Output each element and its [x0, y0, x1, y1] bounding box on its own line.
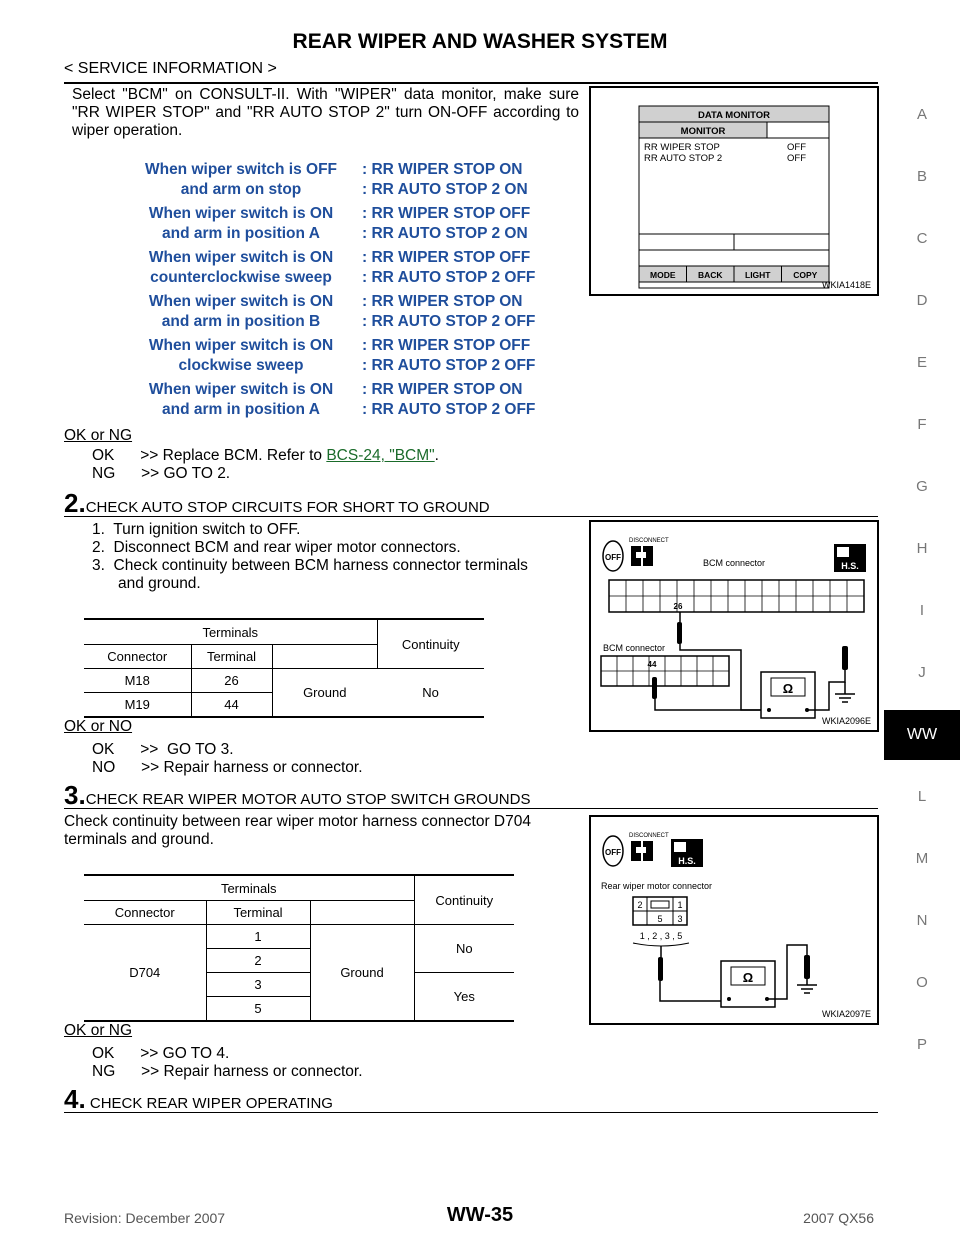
fig2-off-text: OFF	[605, 553, 621, 562]
step2-connector-2: M19	[84, 693, 191, 718]
step3-result-ng: NG >> Repair harness or connector.	[92, 1063, 363, 1080]
fig3-pin-5: 5	[657, 914, 663, 924]
condition-5-cond1: When wiper switch is ON	[148, 337, 334, 354]
step2-h-blank	[272, 645, 377, 669]
step3-heading	[64, 780, 530, 811]
step2-item-2: 2. Disconnect BCM and rear wiper motor connectors.	[92, 539, 461, 556]
step2-connector-1: M18	[84, 669, 191, 693]
step3-h-terminal: Terminal	[206, 901, 310, 925]
bcm-connector-figure	[589, 520, 879, 732]
step3-terminal-1: 1	[206, 925, 310, 949]
fig1-row1-value: OFF	[787, 142, 806, 153]
condition-1-cond2: and arm on stop	[180, 181, 302, 198]
fig1-title: DATA MONITOR	[698, 110, 770, 121]
rear-wiper-motor-connector-figure	[589, 815, 879, 1025]
harness-side-icon-2	[671, 839, 703, 867]
page-title: REAR WIPER AND WASHER SYSTEM	[292, 30, 668, 53]
step4-number: 4.	[64, 1084, 86, 1114]
condition-4-res2: : RR AUTO STOP 2 OFF	[362, 313, 536, 330]
ignition-off-icon	[603, 541, 623, 571]
step3-result-heading: OK or NG	[64, 1022, 133, 1039]
condition-6-cond2: and arm in position A	[162, 401, 320, 418]
step3-number: 3.	[64, 780, 86, 810]
side-index-i[interactable]: I	[919, 602, 925, 619]
disconnect-icon	[631, 546, 653, 566]
condition-5-res1: : RR WIPER STOP OFF	[362, 337, 531, 354]
bcs-24-link[interactable]: BCS-24, "BCM"	[326, 447, 435, 464]
fig2-pin-26: 26	[673, 602, 683, 611]
data-monitor-figure	[589, 86, 879, 296]
fig3-pin-1: 1	[677, 900, 683, 910]
step3-title: CHECK REAR WIPER MOTOR AUTO STOP SWITCH GROUNDS	[85, 791, 531, 808]
fig2-disconnect-text: DISCONNECT	[629, 538, 669, 544]
step2-result-ok: OK >> GO TO 3.	[92, 741, 234, 758]
side-index-o[interactable]: O	[916, 974, 928, 991]
step2-number: 2.	[64, 488, 86, 518]
side-index-p[interactable]: P	[916, 1036, 927, 1053]
step2-terminal-2: 44	[191, 693, 272, 718]
result1-ok-end: .	[434, 447, 439, 464]
fig1-monitor: MONITOR	[680, 126, 726, 137]
side-index-h[interactable]: H	[916, 540, 928, 557]
ignition-off-icon-2	[603, 836, 623, 866]
fig1-button-mode: MODE	[650, 270, 676, 280]
condition-5-res2: : RR AUTO STOP 2 OFF	[362, 357, 536, 374]
step3-h-connector: Connector	[84, 901, 206, 925]
condition-6-cond1: When wiper switch is ON	[148, 381, 334, 398]
step3-continuity-no: No	[414, 925, 514, 973]
intro-text: Select "BCM" on CONSULT-II. With "WIPER" data monitor, make sure "RR WIPER STOP" and "RR AUTO STOP 2" turn ON-OFF according to wiper operation.	[72, 86, 579, 139]
condition-2-cond2: and arm in position A	[162, 225, 320, 242]
section-subtitle: < SERVICE INFORMATION >	[64, 60, 277, 77]
fig1-code: WKIA1418E	[821, 280, 871, 290]
condition-6-res2: : RR AUTO STOP 2 OFF	[362, 401, 536, 418]
side-index-l[interactable]: L	[917, 788, 927, 805]
fig1-button-copy: COPY	[793, 270, 818, 280]
step3-text-2: terminals and ground.	[64, 831, 214, 848]
condition-4-res1: : RR WIPER STOP ON	[362, 293, 523, 310]
condition-1-cond1: When wiper switch is OFF	[144, 161, 338, 178]
condition-4-cond1: When wiper switch is ON	[148, 293, 334, 310]
fig3-hs-text: H.S.	[678, 856, 696, 866]
step3-terminal-3: 3	[206, 973, 310, 997]
condition-3-res1: : RR WIPER STOP OFF	[362, 249, 531, 266]
side-index-b[interactable]: B	[916, 168, 927, 185]
fig2-bcm2: BCM connector	[603, 643, 666, 653]
step2-h-connector: Connector	[84, 645, 191, 669]
step2-continuity: No	[377, 669, 484, 718]
fig1-button-back: BACK	[697, 270, 723, 280]
side-index-d[interactable]: D	[916, 292, 928, 309]
result1-ok-text: OK >> Replace BCM. Refer to	[92, 447, 327, 464]
step2-h-continuity: Continuity	[377, 619, 484, 669]
condition-4-cond2: and arm in position B	[161, 313, 321, 330]
step2-item-3-cont: and ground.	[118, 575, 201, 592]
side-index-g[interactable]: G	[916, 478, 928, 495]
condition-1-res2: : RR AUTO STOP 2 ON	[362, 181, 528, 198]
step3-h-terminals: Terminals	[84, 875, 414, 901]
step2-title: CHECK AUTO STOP CIRCUITS FOR SHORT TO GROUND	[85, 499, 490, 516]
side-index-c[interactable]: C	[916, 230, 928, 247]
header-rule	[64, 82, 878, 84]
fig2-pin-44: 44	[647, 660, 657, 669]
fig3-label: Rear wiper motor connector	[601, 881, 713, 891]
condition-5-cond2: clockwise sweep	[178, 357, 304, 374]
fig1-row1-label: RR WIPER STOP	[644, 142, 720, 153]
fig3-pin-2: 2	[637, 900, 643, 910]
step3-ground: Ground	[310, 925, 414, 1022]
step2-item-3: 3. Check continuity between BCM harness connector terminals	[92, 557, 528, 574]
footer-model: 2007 QX56	[803, 1210, 874, 1226]
disconnect-icon-2	[631, 841, 653, 861]
step2-h-terminals: Terminals	[84, 619, 377, 645]
harness-side-icon	[834, 544, 866, 572]
side-index-j[interactable]: J	[918, 664, 926, 681]
fig3-ohm: Ω	[742, 970, 754, 985]
fig1-button-light: LIGHT	[745, 270, 771, 280]
condition-3-cond1: When wiper switch is ON	[148, 249, 334, 266]
fig3-pins-label: 1 , 2 , 3 , 5	[639, 931, 683, 941]
step2-rule	[64, 516, 878, 517]
condition-2-res1: : RR WIPER STOP OFF	[362, 205, 531, 222]
fig3-off-text: OFF	[605, 848, 621, 857]
fig3-code: WKIA2097E	[821, 1009, 871, 1019]
fig2-hs-text: H.S.	[841, 561, 859, 571]
fig1-row2-label: RR AUTO STOP 2	[644, 153, 723, 164]
condition-6-res1: : RR WIPER STOP ON	[362, 381, 523, 398]
step3-rule	[64, 808, 878, 809]
step4-title: CHECK REAR WIPER OPERATING	[85, 1095, 333, 1112]
step2-item-1: 1. Turn ignition switch to OFF.	[92, 521, 301, 538]
step2-result-ng: NO >> Repair harness or connector.	[92, 759, 363, 776]
footer-page-number: WW-35	[446, 1204, 514, 1226]
result1-ok	[92, 447, 439, 465]
step3-result-ok: OK >> GO TO 4.	[92, 1045, 230, 1062]
result1-heading: OK or NG	[64, 427, 133, 444]
fig2-code: WKIA2096E	[821, 716, 871, 726]
step2-h-terminal: Terminal	[191, 645, 272, 669]
fig3-pin-3: 3	[677, 914, 683, 924]
fig1-row2-value: OFF	[787, 153, 806, 164]
result1-ng: NG >> GO TO 2.	[92, 465, 231, 482]
step2-terminal-1: 26	[191, 669, 272, 693]
step2-ground: Ground	[272, 669, 377, 718]
condition-3-cond2: counterclockwise sweep	[150, 269, 332, 286]
condition-2-cond1: When wiper switch is ON	[148, 205, 334, 222]
step3-h-blank	[310, 901, 414, 925]
step3-text-1: Check continuity between rear wiper motor harness connector D704	[64, 813, 531, 830]
step3-table	[84, 874, 514, 1022]
side-index-m[interactable]: M	[915, 850, 929, 867]
step2-heading	[64, 488, 490, 519]
step2-table	[84, 618, 484, 718]
side-index-ww[interactable]: WW	[884, 710, 960, 760]
fig2-bcm1: BCM connector	[703, 558, 766, 568]
footer-revision: Revision: December 2007	[64, 1210, 226, 1226]
fig3-disconnect-text: DISCONNECT	[629, 833, 669, 839]
step2-result-heading: OK or NO	[64, 718, 133, 735]
condition-1-res1: : RR WIPER STOP ON	[362, 161, 523, 178]
side-index-n[interactable]: N	[916, 912, 928, 929]
condition-3-res2: : RR AUTO STOP 2 OFF	[362, 269, 536, 286]
step3-h-continuity: Continuity	[414, 875, 514, 925]
condition-2-res2: : RR AUTO STOP 2 ON	[362, 225, 528, 242]
step4-heading	[64, 1084, 333, 1115]
step3-terminal-2: 2	[206, 949, 310, 973]
fig2-ohm: Ω	[782, 681, 794, 696]
side-index-a[interactable]: A	[916, 106, 927, 123]
side-index-e[interactable]: E	[916, 354, 927, 371]
step3-connector: D704	[84, 925, 206, 1022]
step3-terminal-5: 5	[206, 997, 310, 1022]
side-index-f[interactable]: F	[917, 416, 927, 433]
step3-continuity-yes: Yes	[414, 973, 514, 1022]
step4-rule	[64, 1112, 878, 1113]
